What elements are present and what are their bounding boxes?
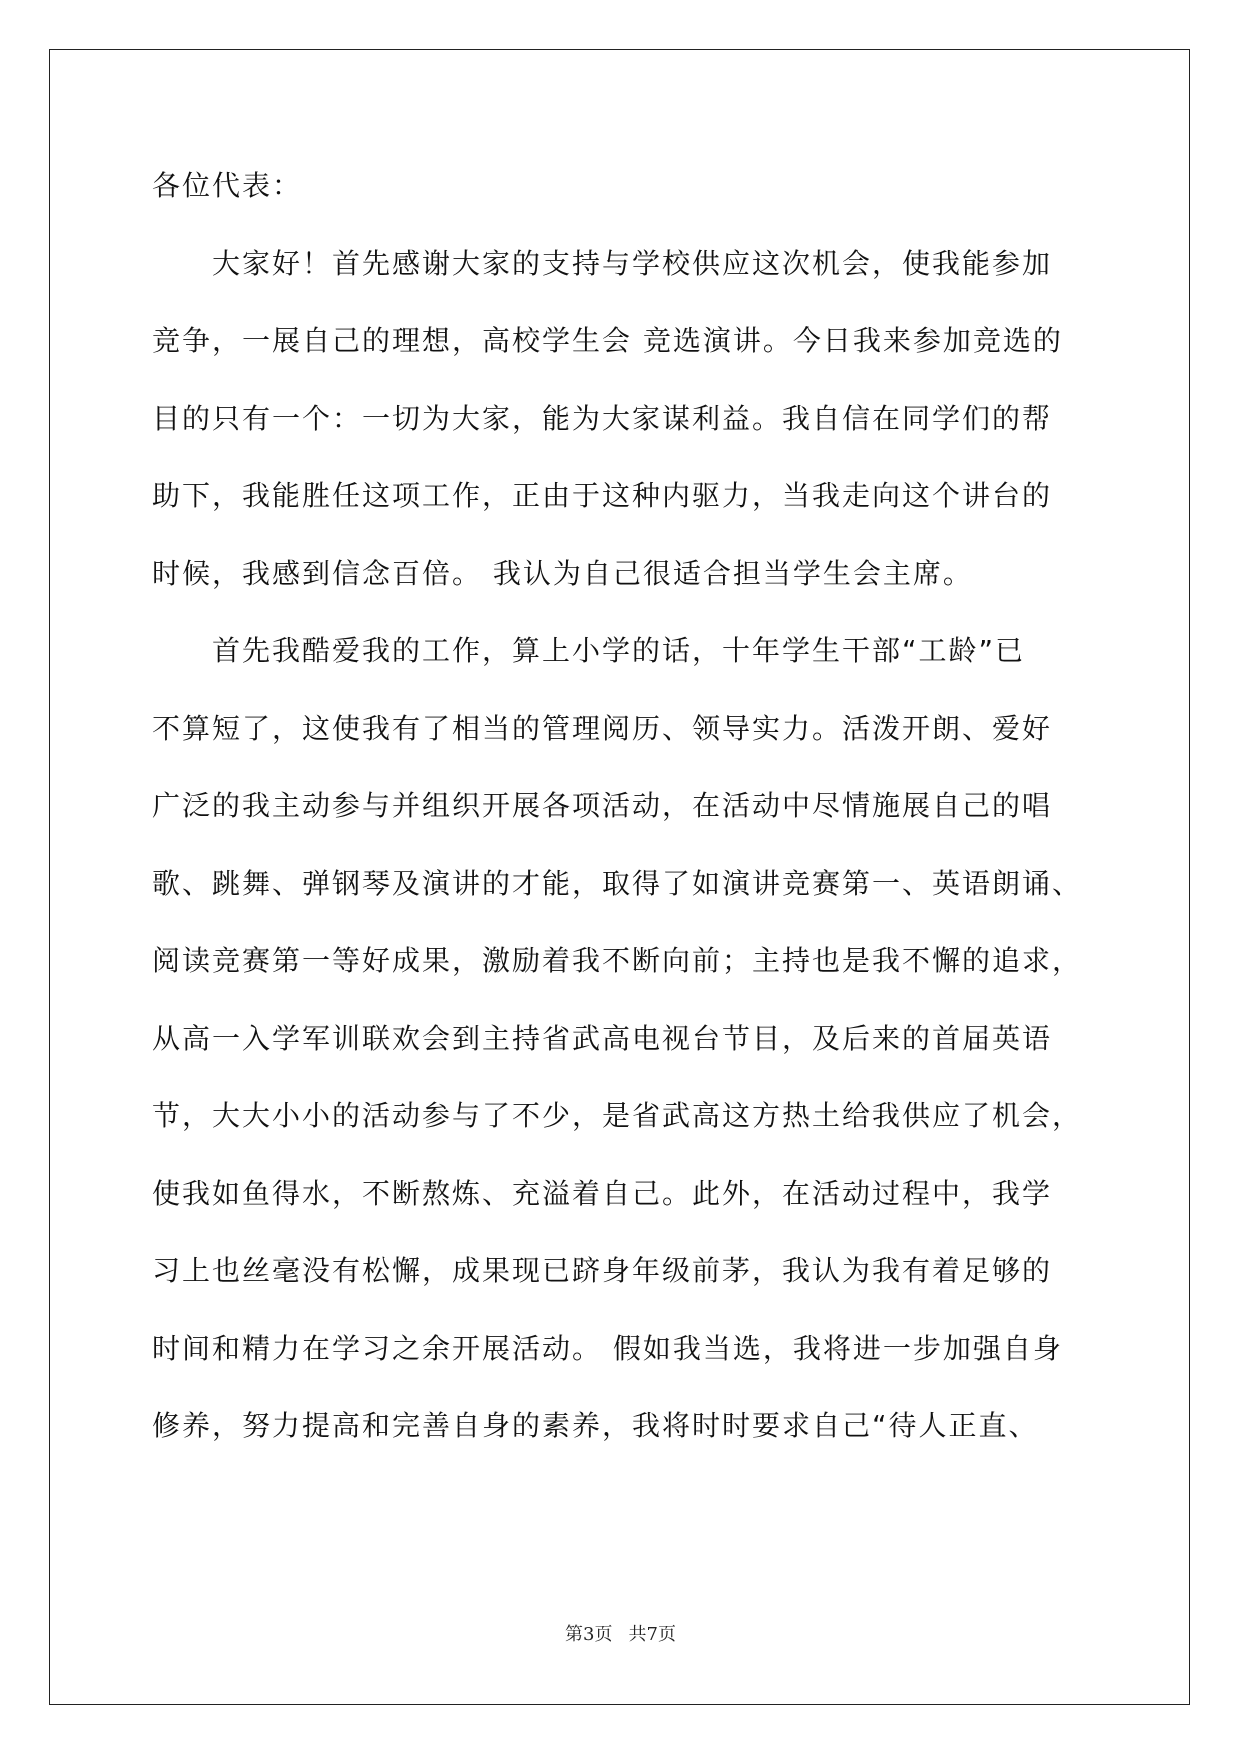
page-footer [0, 1620, 1241, 1646]
text-line: 首先我酷爱我的工作，算上小学的话，十年学生干部“工龄”已 [152, 634, 1026, 667]
page-number: 第3页 [565, 1624, 613, 1645]
text-line: 助下，我能胜任这项工作，正由于这种内驱力，当我走向这个讲台的 [152, 479, 1053, 512]
text-line: 大家好！首先感谢大家的支持与学校供应这次机会，使我能参加 [152, 246, 1053, 280]
text-line: 广泛的我主动参与并组织开展各项活动，在活动中尽情施展自己的唱 [152, 789, 1053, 822]
text-line: 使我如鱼得水，不断熬炼、充溢着自己。此外，在活动过程中，我学 [152, 1176, 1053, 1210]
text-line: 修养，努力提高和完善自身的素养，我将时时要求自己“待人正直、 [152, 1409, 1039, 1442]
text-line: 歌、跳舞、弹钢琴及演讲的才能，取得了如演讲竞赛第一、英语朗诵、 [152, 866, 1083, 900]
text-line: 竞争，一展自己的理想，高校学生会 竞选演讲。今日我来参加竞选的 [152, 324, 1063, 357]
text-line: 时候，我感到信念百倍。 我认为自己很适合担当学生会主席。 [152, 556, 973, 590]
text-line: 阅读竞赛第一等好成果，激励着我不断向前；主持也是我不懈的追求， [152, 944, 1083, 977]
text-line: 目的只有一个：一切为大家，能为大家谋利益。我自信在同学们的帮 [152, 401, 1053, 435]
document-body [152, 166, 1092, 1484]
text-line: 从高一入学军训联欢会到主持省武高电视台节目，及后来的首届英语 [152, 1021, 1053, 1055]
text-line: 节，大大小小的活动参与了不少，是省武高这方热土给我供应了机会， [152, 1099, 1083, 1132]
text-line: 时间和精力在学习之余开展活动。 假如我当选，我将进一步加强自身 [152, 1331, 1063, 1365]
text-line: 不算短了，这使我有了相当的管理阅历、领导实力。活泼开朗、爱好 [152, 711, 1053, 745]
page-total: 共7页 [628, 1624, 676, 1645]
text-line: 习上也丝毫没有松懈，成果现已跻身年级前茅，我认为我有着足够的 [152, 1254, 1053, 1287]
text-line: 各位代表： [152, 169, 303, 202]
